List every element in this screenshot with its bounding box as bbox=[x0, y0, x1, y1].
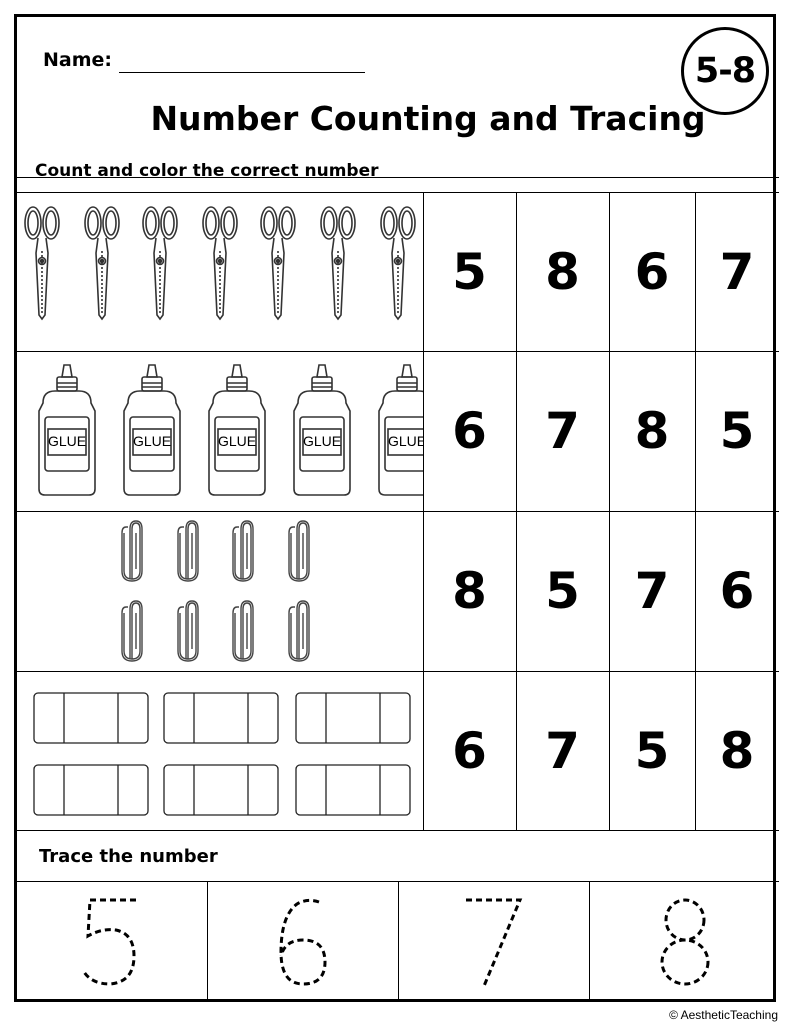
traceable-number bbox=[72, 892, 152, 992]
page-title: Number Counting and Tracing bbox=[150, 99, 706, 138]
scissors-icon bbox=[381, 207, 415, 319]
number-option[interactable]: 7 bbox=[719, 242, 755, 301]
number-option[interactable]: 8 bbox=[634, 402, 670, 460]
number-option[interactable]: 5 bbox=[545, 562, 580, 620]
glue-bottle-icon bbox=[294, 365, 350, 495]
paper-clip-icon bbox=[289, 521, 309, 581]
number-option[interactable]: 6 bbox=[452, 721, 487, 780]
eraser-icon bbox=[164, 693, 278, 743]
traceable-number bbox=[454, 892, 534, 992]
paper-clip-icon bbox=[122, 601, 142, 661]
count-instruction: Count and color the correct number bbox=[35, 161, 379, 181]
paper-clip-group bbox=[17, 517, 423, 667]
trace-box[interactable] bbox=[590, 883, 779, 1001]
paper-clip-icon bbox=[122, 521, 142, 581]
number-option[interactable]: 7 bbox=[545, 721, 580, 780]
name-label: Name: bbox=[43, 49, 113, 71]
glue-label: GLUE bbox=[217, 433, 257, 449]
scissors-icon bbox=[203, 207, 237, 319]
number-option[interactable]: 7 bbox=[634, 562, 670, 620]
number-option[interactable]: 5 bbox=[452, 242, 487, 301]
scissors-group bbox=[17, 203, 423, 323]
eraser-group bbox=[17, 687, 423, 827]
worksheet bbox=[14, 14, 776, 1002]
paper-clip-icon bbox=[289, 601, 309, 661]
number-option[interactable]: 6 bbox=[634, 242, 670, 301]
paper-clip-icon bbox=[178, 601, 198, 661]
glue-label: GLUE bbox=[302, 433, 342, 449]
traceable-number bbox=[645, 892, 725, 992]
glue-group bbox=[17, 361, 423, 501]
number-option[interactable]: 6 bbox=[719, 562, 755, 620]
glue-label: GLUE bbox=[132, 433, 172, 449]
eraser-icon bbox=[296, 693, 410, 743]
number-option[interactable]: 8 bbox=[545, 242, 580, 301]
glue-bottle-icon bbox=[209, 365, 265, 495]
age-badge-text: 5-8 bbox=[694, 51, 756, 91]
number-option[interactable]: 5 bbox=[634, 721, 670, 780]
number-option[interactable]: 7 bbox=[545, 402, 580, 460]
glue-bottle-icon bbox=[379, 365, 423, 495]
scissors-icon bbox=[143, 207, 177, 319]
paper-clip-icon bbox=[178, 521, 198, 581]
trace-box[interactable] bbox=[399, 883, 589, 1001]
eraser-icon bbox=[34, 693, 148, 743]
name-field[interactable] bbox=[119, 72, 365, 73]
scissors-icon bbox=[321, 207, 355, 319]
trace-box[interactable] bbox=[208, 883, 398, 1001]
glue-label: GLUE bbox=[387, 433, 423, 449]
number-option[interactable]: 6 bbox=[452, 402, 487, 460]
eraser-icon bbox=[34, 765, 148, 815]
paper-clip-icon bbox=[233, 601, 253, 661]
trace-box[interactable] bbox=[17, 883, 207, 1001]
scissors-icon bbox=[25, 207, 59, 319]
eraser-icon bbox=[164, 765, 278, 815]
scissors-icon bbox=[261, 207, 295, 319]
eraser-icon bbox=[296, 765, 410, 815]
traceable-number bbox=[263, 892, 343, 992]
number-option[interactable]: 8 bbox=[719, 721, 755, 780]
number-option[interactable]: 8 bbox=[452, 562, 487, 620]
number-option[interactable]: 5 bbox=[719, 402, 755, 460]
glue-bottle-icon bbox=[39, 365, 95, 495]
scissors-icon bbox=[85, 207, 119, 319]
trace-instruction: Trace the number bbox=[39, 846, 218, 867]
glue-bottle-icon bbox=[124, 365, 180, 495]
paper-clip-icon bbox=[233, 521, 253, 581]
row-divider bbox=[17, 830, 779, 831]
copyright: © AestheticTeaching bbox=[669, 1008, 778, 1022]
glue-label: GLUE bbox=[47, 433, 87, 449]
